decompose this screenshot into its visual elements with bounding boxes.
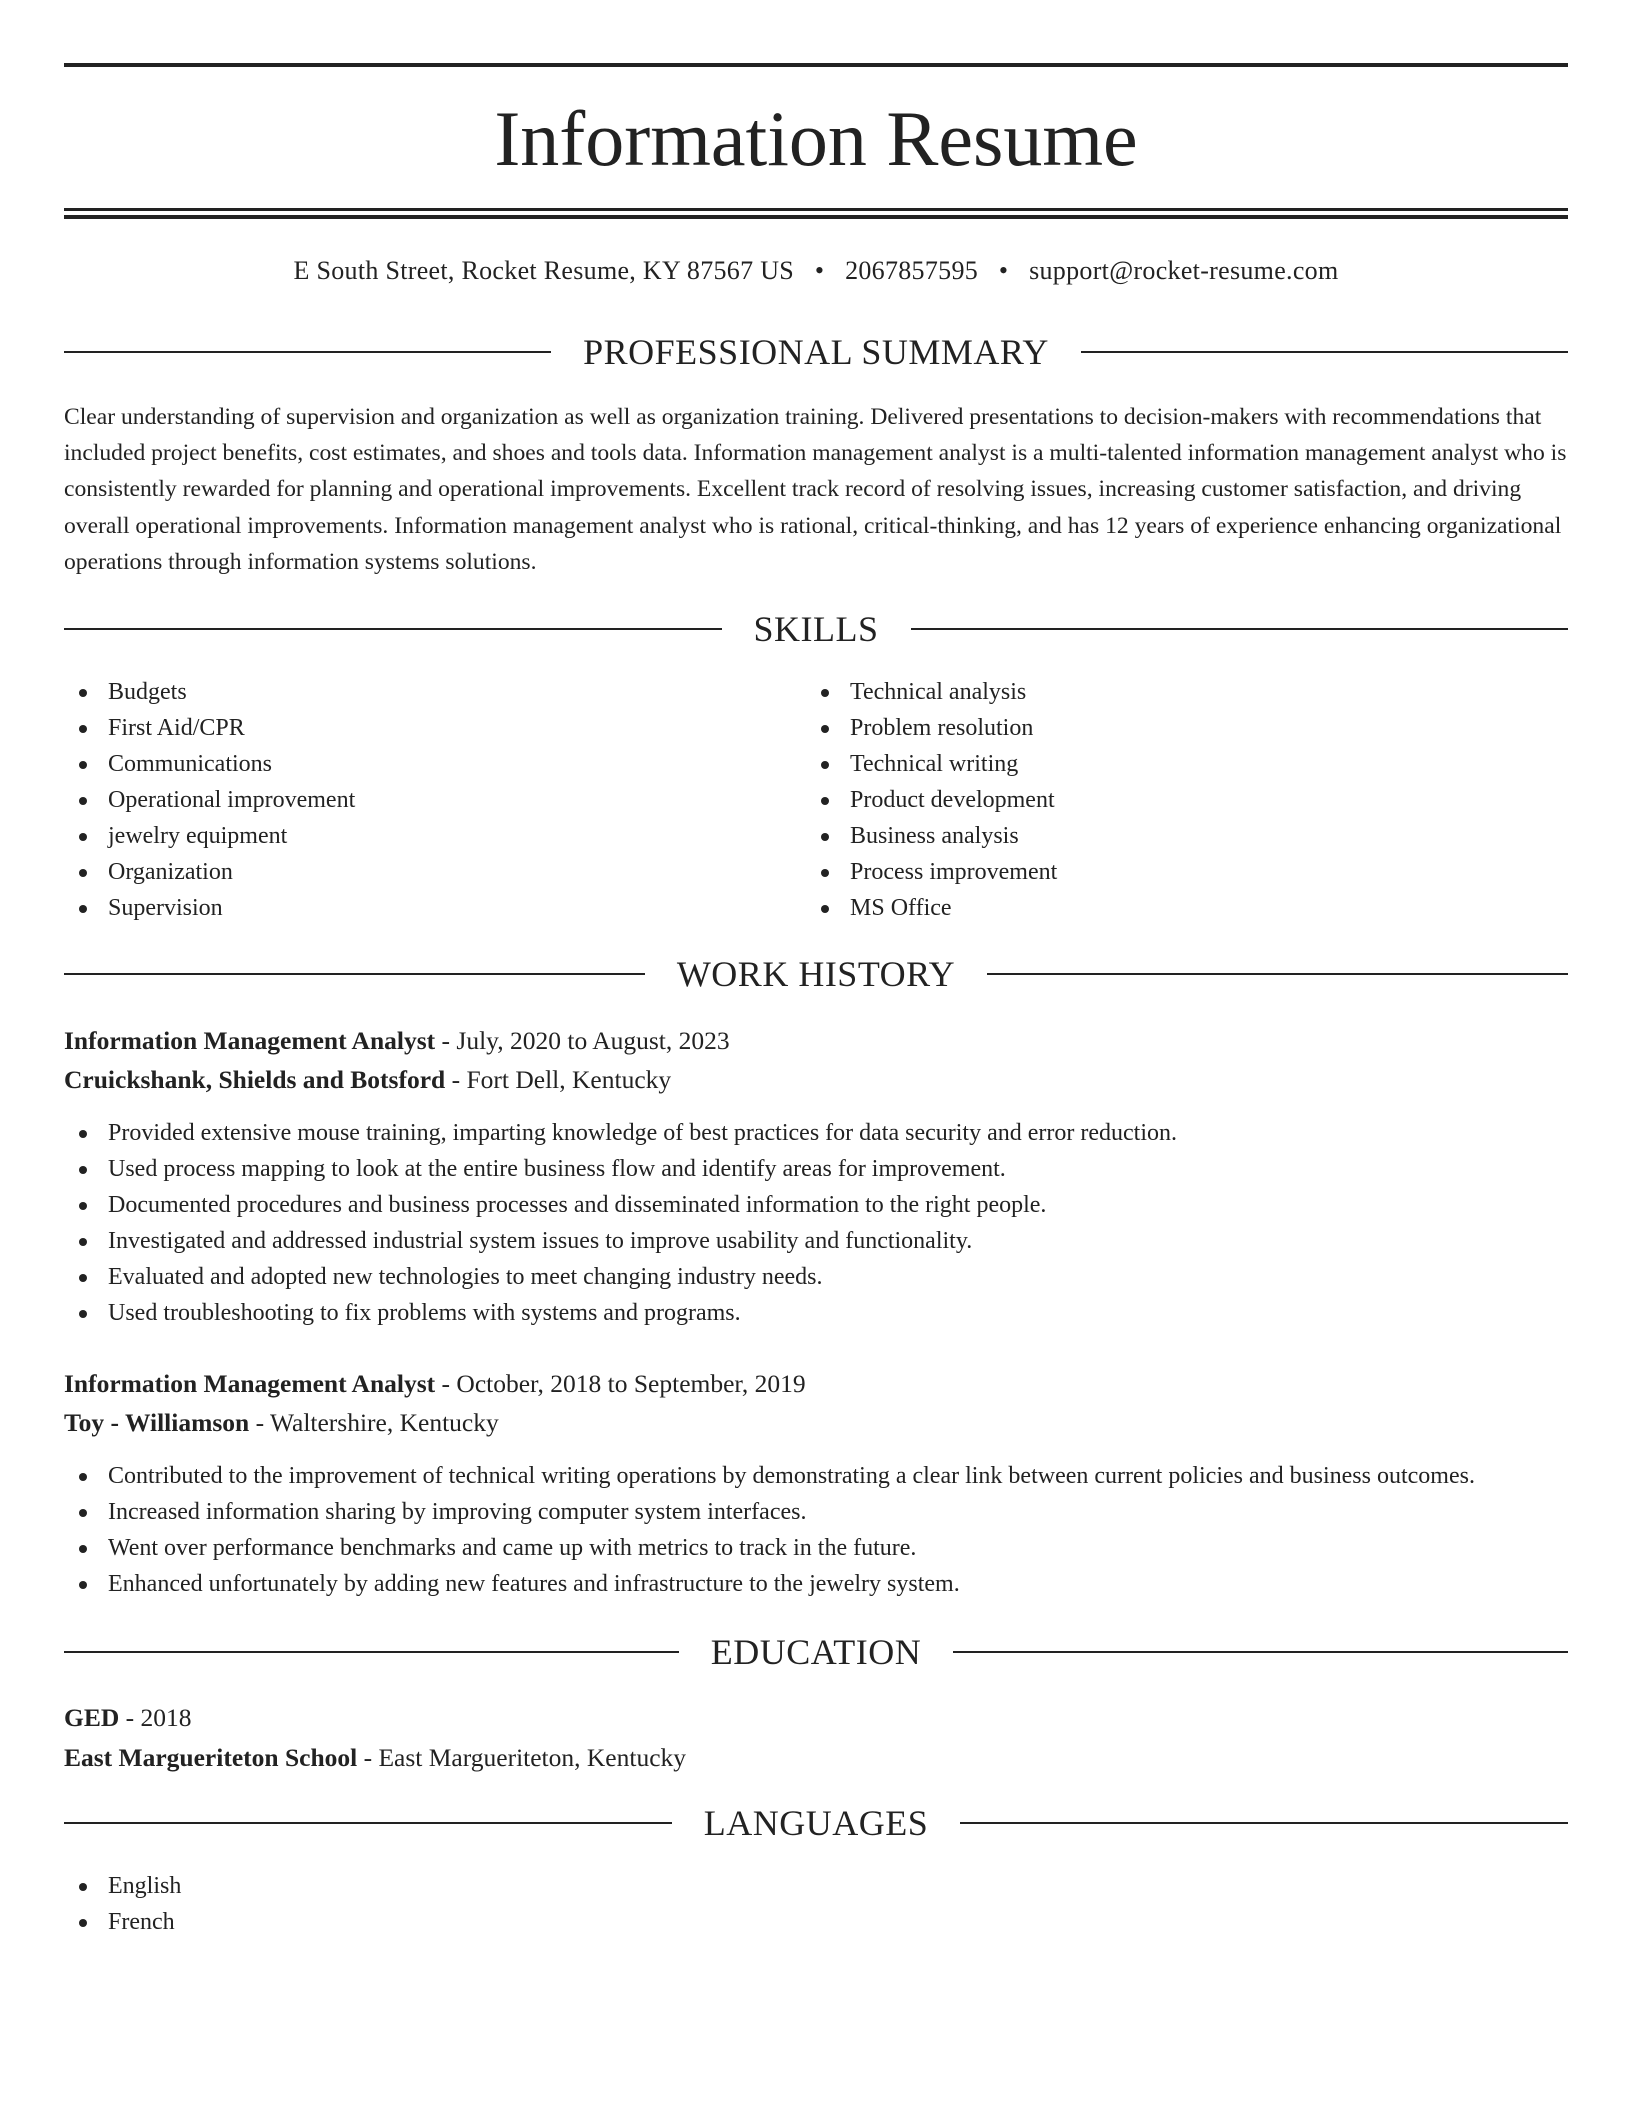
section-header-skills [64, 607, 1568, 651]
divider [1081, 351, 1568, 353]
language-item: English [64, 1868, 181, 1904]
job-location: - Waltershire, Kentucky [249, 1408, 499, 1437]
job-bullet: Documented procedures and business processes and disseminated information to the right people. [64, 1187, 1592, 1223]
languages-list [64, 1868, 181, 1940]
skill-item: Organization [64, 854, 764, 890]
education-degree-line [64, 1700, 1568, 1736]
skills-list-left [64, 674, 764, 926]
skill-item: MS Office [806, 890, 1566, 926]
divider [960, 1822, 1568, 1824]
job-bullet: Investigated and addressed industrial system issues to improve usability and functionality. [64, 1223, 1592, 1259]
job-dates: - July, 2020 to August, 2023 [435, 1026, 730, 1055]
education-degree: GED [64, 1703, 120, 1732]
skill-item: Process improvement [806, 854, 1566, 890]
divider [64, 1651, 679, 1653]
education-year: - 2018 [119, 1703, 192, 1732]
section-title-work: WORK HISTORY [676, 954, 956, 994]
resume-title: Information Resume [494, 95, 1138, 182]
education-location: - East Margueriteton, Kentucky [357, 1743, 687, 1772]
divider [987, 973, 1568, 975]
job-role: Information Management Analyst [64, 1369, 436, 1398]
section-title-skills: SKILLS [753, 609, 879, 649]
divider [953, 1651, 1568, 1653]
job-bullets [64, 1115, 1592, 1331]
section-header-summary [64, 330, 1568, 374]
job-bullets [64, 1458, 1592, 1602]
contact-address: E South Street, Rocket Resume, KY 87567 US [293, 256, 795, 285]
skill-item: Technical analysis [806, 674, 1566, 710]
job-bullet: Used troubleshooting to fix problems with systems and programs. [64, 1295, 1592, 1331]
divider [64, 628, 722, 630]
summary-text: Clear understanding of supervision and organization as well as organization training. Delivered presentations to decision-makers with recommendations that included project benefits, cost estimates, and shoes and tools data. Information management analyst is a multi-talented information management analyst who is consistently rewarded for planning and operational improvements. Excellent track record of resolving issues, increasing customer satisfaction, and driving overall operational improvements. Information management analyst who is rational, critical-thinking, and has 12 years of experience enhancing organizational operations through information systems solutions. [64, 404, 1567, 575]
contact-separator: • [814, 256, 825, 285]
section-title-summary: PROFESSIONAL SUMMARY [583, 332, 1049, 372]
contact-separator: • [998, 256, 1009, 285]
skill-item: jewelry equipment [64, 818, 764, 854]
divider [911, 628, 1569, 630]
title-rule-upper [64, 208, 1568, 211]
education-school-line [64, 1740, 1568, 1776]
section-header-work [64, 952, 1568, 996]
job-company: Cruickshank, Shields and Botsford [64, 1065, 446, 1094]
skill-item: Problem resolution [806, 710, 1566, 746]
job-role: Information Management Analyst [64, 1026, 436, 1055]
language-item: French [64, 1904, 181, 1940]
skill-item: Budgets [64, 674, 764, 710]
contact-phone: 2067857595 [845, 256, 979, 285]
contact-line [64, 254, 1568, 288]
job-company-line [64, 1062, 1568, 1098]
job-bullet: Evaluated and adopted new technologies to meet changing industry needs. [64, 1259, 1592, 1295]
skill-item: Business analysis [806, 818, 1566, 854]
skill-item: First Aid/CPR [64, 710, 764, 746]
contact-email: support@rocket-resume.com [1029, 256, 1339, 285]
job-location: - Fort Dell, Kentucky [445, 1065, 672, 1094]
title-rule-lower [64, 215, 1568, 219]
job-bullet: Enhanced unfortunately by adding new features and infrastructure to the jewelry system. [64, 1566, 1592, 1602]
skill-item: Supervision [64, 890, 764, 926]
job-bullet: Contributed to the improvement of technical writing operations by demonstrating a clear link between current policies and business outcomes. [64, 1458, 1592, 1494]
education-school: East Margueriteton School [64, 1743, 358, 1772]
section-header-languages [64, 1801, 1568, 1845]
skill-item: Communications [64, 746, 764, 782]
job-bullet: Provided extensive mouse training, imparting knowledge of best practices for data security and error reduction. [64, 1115, 1592, 1151]
skill-item: Technical writing [806, 746, 1566, 782]
section-title-education: EDUCATION [710, 1632, 922, 1672]
divider [64, 351, 551, 353]
job-company-line [64, 1405, 1568, 1441]
skill-item: Operational improvement [64, 782, 764, 818]
skills-list-right [806, 674, 1566, 926]
job-company: Toy - Williamson [64, 1408, 250, 1437]
job-title-line [64, 1023, 1568, 1059]
section-title-languages: LANGUAGES [703, 1803, 929, 1843]
top-rule [64, 63, 1568, 67]
job-dates: - October, 2018 to September, 2019 [435, 1369, 806, 1398]
skill-item: Product development [806, 782, 1566, 818]
job-bullet: Went over performance benchmarks and came up with metrics to track in the future. [64, 1530, 1592, 1566]
job-title-line [64, 1366, 1568, 1402]
job-bullet: Increased information sharing by improving computer system interfaces. [64, 1494, 1592, 1530]
job-bullet: Used process mapping to look at the entire business flow and identify areas for improvement. [64, 1151, 1592, 1187]
section-header-education [64, 1630, 1568, 1674]
divider [64, 1822, 672, 1824]
divider [64, 973, 645, 975]
